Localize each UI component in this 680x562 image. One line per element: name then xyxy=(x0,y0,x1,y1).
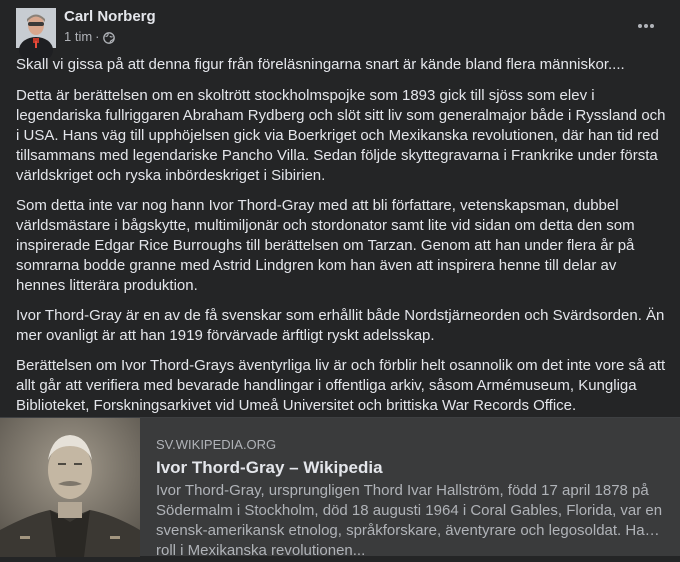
post-meta xyxy=(64,28,115,46)
more-options-button[interactable] xyxy=(628,8,664,44)
globe-icon[interactable] xyxy=(103,31,115,43)
post-paragraph: Som detta inte var nog hann Ivor Thord-Gray med att bli författare, vetenskapsman, dubbel världsmästare i bågskytte, multimiljonär och stordonator samt lite vid sidan om detta den som inspirerade Edgar Rice Burroughs till berättelsen om Tarzan. Genom att han under flera år på somrarna bodde granne med Astrid Lindgren kom han även att inspirera henne till delar av hennes litterära produktion. xyxy=(16,197,635,294)
link-preview-body xyxy=(156,436,666,559)
link-description: Ivor Thord-Gray, ursprungligen Thord Ivar Hallström, född 17 april 1878 på Södermalm i Stockholm, död 18 augusti 1964 i Coral Gables, Florida, var en svensk-amerikansk etnolog, språkforskare, äventyrare och legosoldat. Hans roll i Mexikanska revolutionen... xyxy=(156,482,663,559)
link-title[interactable]: Ivor Thord-Gray – Wikipedia xyxy=(156,458,383,477)
link-thumbnail[interactable] xyxy=(0,418,140,557)
post-paragraph: Detta är berättelsen om en skoltrött stockholmspojke som 1893 gick till sjöss som elev i legendariska fullriggaren Abraham Rydberg och slöt sitt liv som generalmajor både i Ryssland och i USA. Hans väg till upphöjelsen gick via Boerkriget och Mexikanska revolutionen, där han tid red tillsammans med legendariske Pancho Villa. Sedan följde skyttegravarna i Frankrike under första världskriget och ryska inbördeskriget i Sibirien. xyxy=(16,87,666,184)
link-preview-card[interactable] xyxy=(0,417,680,559)
meta-separator: · xyxy=(95,29,100,44)
author-name[interactable]: Carl Norberg xyxy=(64,8,156,25)
link-domain: SV.WIKIPEDIA.ORG xyxy=(156,437,277,452)
post-timestamp[interactable]: 1 tim xyxy=(64,29,93,44)
post-text xyxy=(16,55,668,426)
post-paragraph: Berättelsen om Ivor Thord-Grays äventyrliga liv är och förblir helt osannolik om det inte vore så att allt går att verifiera med bevarade handlingar i offentliga arkiv, såsom Armémuseum, Kungliga Biblioteket, Forskningsarkivet vid Umeå Universitet och brittiska War Records Office. xyxy=(16,357,666,414)
post-paragraph: Ivor Thord-Gray är en av de få svenskar som erhållit både Nordstjärneorden och Svärdsorden. Än mer ovanligt är att han 1919 förvärvade ärftligt ryskt adelsskap. xyxy=(16,307,665,344)
post-header xyxy=(0,0,680,56)
more-icon xyxy=(636,16,656,36)
avatar[interactable] xyxy=(16,8,56,48)
post-paragraph: Skall vi gissa på att denna figur från föreläsningarna snart är kände bland flera människor.... xyxy=(16,56,625,73)
